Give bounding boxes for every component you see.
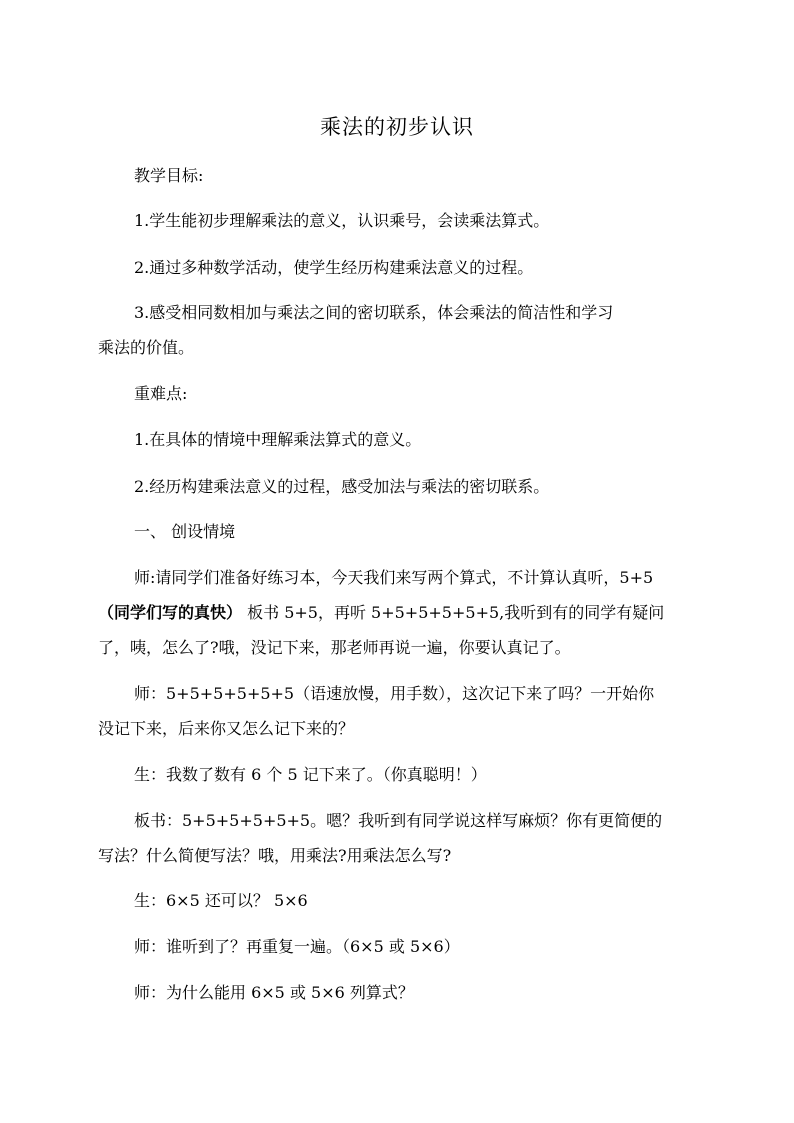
objectives-heading: 教学目标:	[134, 166, 204, 185]
key-point-2: 2.经历构建乘法意义的过程，感受加法与乘法的密切联系。	[134, 477, 550, 496]
dialogue-p3: 生：我数了数有 6 个 5 记下来了。（你真聪明！）	[134, 765, 487, 784]
section-heading-1: 一、 创设情境	[134, 522, 236, 541]
key-point-1: 1.在具体的情境中理解乘法算式的意义。	[134, 430, 422, 449]
dialogue-p1-line2-rest: 板书 5+5，再听 5+5+5+5+5+5,我听到有的同学有疑问	[242, 603, 665, 622]
dialogue-p4-line2: 写法？什么简便写法？哦，用乘法?用乘法怎么写?	[98, 846, 452, 865]
dialogue-p5: 生：6×5 还可以？ 5×6	[134, 891, 308, 910]
document-title: 乘法的初步认识	[320, 115, 474, 139]
dialogue-p7: 师：为什么能用 6×5 或 5×6 列算式？	[134, 983, 414, 1002]
dialogue-p1-line1: 师:请同学们准备好练习本，今天我们来写两个算式，不计算认真听，5+5	[134, 568, 654, 587]
objective-1: 1.学生能初步理解乘法的意义，认识乘号，会读乘法算式。	[134, 211, 550, 230]
dialogue-p1-bold: （同学们写的真快）	[98, 603, 243, 622]
objective-3-line-2: 乘法的价值。	[98, 338, 195, 357]
objective-3-line-1: 3.感受相同数相加与乘法之间的密切联系，体会乘法的简洁性和学习	[134, 303, 614, 322]
objective-2: 2.通过多种数学活动，使学生经历构建乘法意义的过程。	[134, 258, 534, 277]
dialogue-p6: 师：谁听到了？再重复一遍。（6×5 或 5×6）	[134, 937, 460, 956]
dialogue-p1-line3: 了，咦，怎么了?哦，没记下来，那老师再说一遍，你要认真记了。	[98, 638, 571, 657]
dialogue-p2-line1: 师：5+5+5+5+5+5（语速放慢，用手数），这次记下来了吗？一开始你	[134, 684, 655, 703]
dialogue-p4-line1: 板书：5+5+5+5+5+5。嗯？我听到有同学说这样写麻烦？你有更简便的	[134, 811, 663, 830]
dialogue-p2-line2: 没记下来，后来你又怎么记下来的？	[98, 719, 355, 738]
dialogue-p1-line2	[98, 603, 708, 623]
key-points-heading: 重难点:	[134, 384, 188, 403]
